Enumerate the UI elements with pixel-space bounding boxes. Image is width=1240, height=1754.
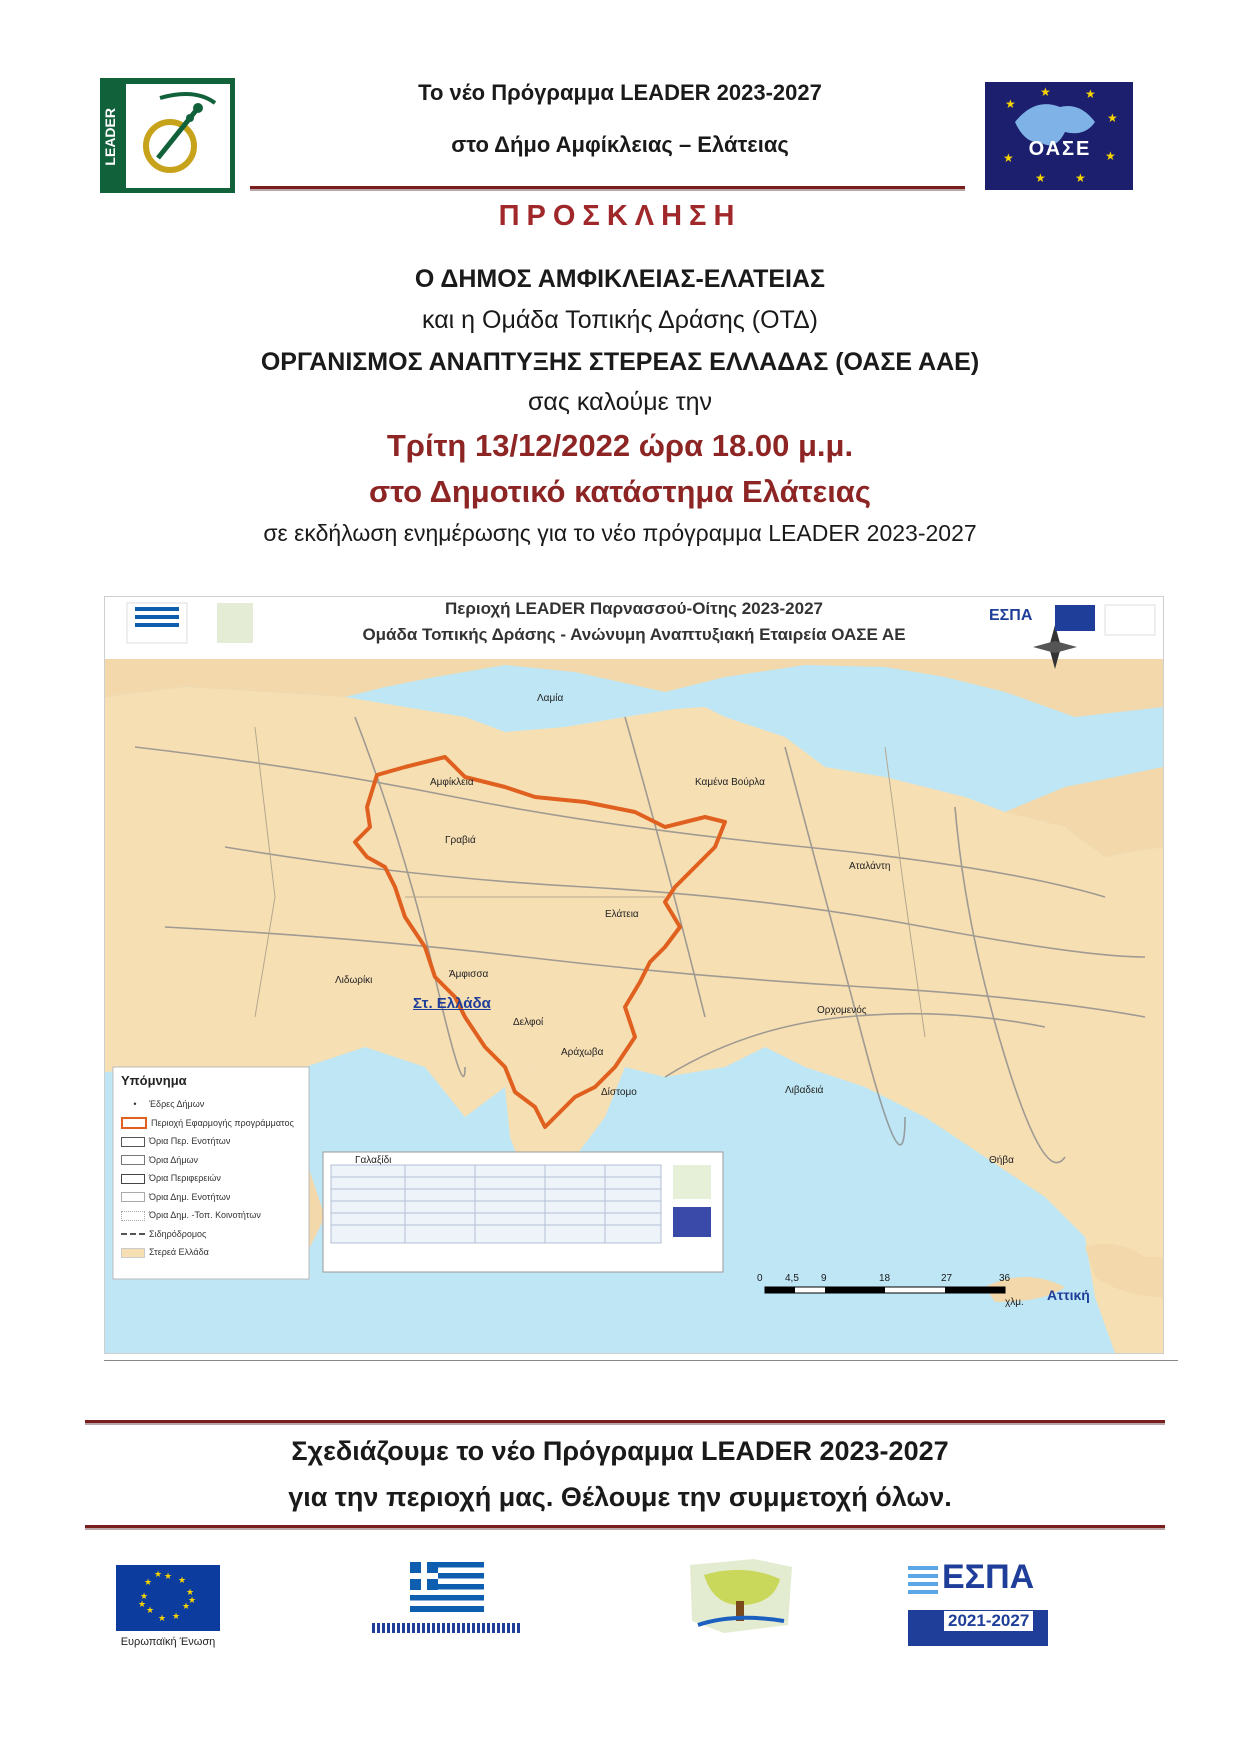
svg-text:★: ★ (154, 1569, 163, 1579)
event-venue: στο Δημοτικό κατάστημα Ελάτειας (369, 474, 871, 509)
svg-text:★: ★ (1105, 149, 1116, 163)
legend-item-central-greece: Στερεά Ελλάδα (121, 1243, 305, 1262)
legend-item-municipal-units: Όρια Δημ. Ενοτήτων (121, 1188, 305, 1207)
svg-text:★: ★ (1075, 171, 1086, 185)
legend-item-program-area: Περιοχή Εφαρμογής προγράμματος (121, 1114, 305, 1133)
map-region-label: Στ. Ελλάδα (413, 995, 491, 1012)
svg-text:★: ★ (144, 1577, 153, 1587)
scale-tick: 27 (941, 1273, 953, 1284)
map-place: Θήβα (989, 1155, 1014, 1166)
ministry-caption (372, 1623, 522, 1633)
map-place: Λαμία (537, 693, 564, 704)
espa-years: 2021-2027 (944, 1611, 1033, 1631)
slogan-bottom-divider (85, 1525, 1165, 1530)
invitation-line-organisation: ΟΡΓΑΝΙΣΜΟΣ ΑΝΑΠΤΥΞΗΣ ΣΤΕΡΕΑΣ ΕΛΛΑΔΑΣ (ΟΑΣΕ ΑΑΕ) (260, 348, 980, 376)
svg-text:★: ★ (172, 1611, 181, 1621)
map-place: Αμφίκλεια (430, 777, 474, 788)
map-place: Αταλάντη (849, 861, 891, 872)
scale-tick: 0 (757, 1273, 763, 1284)
invitation-line-municipality: Ο ΔΗΜΟΣ ΑΜΦΙΚΛΕΙΑΣ-ΕΛΑΤΕΙΑΣ (414, 265, 826, 293)
svg-text:★: ★ (182, 1601, 191, 1611)
legend-item-railway: Σιδηρόδρομος (121, 1225, 305, 1244)
eu-logo (116, 1565, 220, 1648)
svg-text:★: ★ (188, 1595, 197, 1605)
espa-logo (908, 1556, 1048, 1646)
rural-development-logo (684, 1555, 798, 1645)
header-title: Το νέο Πρόγραμμα LEADER 2023-2027 (418, 80, 822, 105)
event-purpose: σε εκδήλωση ενημέρωσης για το νέο πρόγραμμα LEADER 2023-2027 (263, 520, 977, 546)
leader-area-map (104, 596, 1164, 1354)
map-subtitle: Ομάδα Τοπικής Δράσης - Ανώνυμη Αναπτυξιακή Εταιρεία ΟΑΣΕ ΑΕ (362, 625, 906, 644)
scale-tick: 18 (879, 1273, 891, 1284)
map-divider (104, 1360, 1178, 1361)
map-place: Ορχομενός (817, 1005, 867, 1016)
map-place: Ελάτεια (605, 909, 639, 920)
greek-flag-logo (410, 1562, 484, 1636)
map-place: Δελφοί (513, 1017, 544, 1028)
map-place: Δίστομο (601, 1087, 637, 1098)
map-attica-label: Αττική (1047, 1287, 1090, 1303)
map-place: Καμένα Βούρλα (695, 777, 765, 788)
svg-text:★: ★ (186, 1587, 195, 1597)
legend-item-regions: Όρια Περιφερειών (121, 1169, 305, 1188)
svg-text:★: ★ (178, 1575, 187, 1585)
leader-logo-text: LEADER (102, 108, 118, 166)
invitation-line-invite: σας καλούμε την (528, 388, 712, 416)
scale-unit: χλμ. (1005, 1297, 1024, 1308)
svg-text:★: ★ (1107, 111, 1118, 125)
svg-text:★: ★ (1040, 85, 1051, 99)
header-divider (250, 186, 965, 191)
scale-tick: 36 (999, 1273, 1011, 1284)
event-date-time: Τρίτη 13/12/2022 ώρα 18.00 μ.μ. (386, 428, 854, 463)
map-place: Γραβιά (445, 835, 476, 846)
espa-title: ΕΣΠΑ (942, 1558, 1035, 1596)
map-espa-badge: ΕΣΠΑ (989, 607, 1033, 624)
slogan-line-1: Σχεδιάζουμε το νέο Πρόγραμμα LEADER 2023-2027 (291, 1436, 949, 1466)
scale-tick: 9 (821, 1273, 827, 1284)
oase-logo-text: ΟΑΣΕ (1028, 138, 1092, 160)
header-subtitle: στο Δήμο Αμφίκλειας – Ελάτειας (451, 132, 789, 157)
svg-text:★: ★ (164, 1571, 173, 1581)
svg-text:★: ★ (1003, 151, 1014, 165)
map-place: Άμφισσα (449, 969, 489, 980)
map-legend-title: Υπόμνημα (121, 1073, 187, 1088)
svg-text:★: ★ (140, 1591, 149, 1601)
slogan-top-divider (85, 1420, 1165, 1425)
eu-label: Ευρωπαϊκή Ένωση (120, 1636, 216, 1648)
svg-text:★: ★ (146, 1605, 155, 1615)
map-place: Γαλαξίδι (355, 1155, 392, 1166)
svg-text:★: ★ (1005, 97, 1016, 111)
legend-item-seats: • Έδρες Δήμων (133, 1099, 205, 1109)
svg-text:★: ★ (138, 1599, 147, 1609)
map-place: Αράχωβα (561, 1047, 604, 1058)
legend-item-municipalities: Όρια Δήμων (121, 1151, 305, 1170)
oase-logo (985, 82, 1133, 190)
svg-text:★: ★ (158, 1613, 167, 1623)
map-title: Περιοχή LEADER Παρνασσού-Οίτης 2023-2027 (445, 599, 823, 618)
slogan-line-2: για την περιοχή μας. Θέλουμε την συμμετοχή όλων. (288, 1482, 952, 1512)
scale-tick: 4,5 (785, 1273, 799, 1284)
svg-text:★: ★ (1085, 87, 1096, 101)
legend-item-regional-units: Όρια Περ. Ενοτήτων (121, 1132, 305, 1151)
map-place: Λιβαδειά (785, 1085, 824, 1096)
invitation-title: ΠΡΟΣΚΛΗΣΗ (498, 200, 742, 232)
legend-item-communities: Όρια Δημ. -Τοπ. Κοινοτήτων (121, 1206, 305, 1225)
invitation-line-lag: και η Ομάδα Τοπικής Δράσης (ΟΤΔ) (422, 306, 818, 334)
map-legend (121, 1095, 305, 1262)
leader-logo (100, 78, 235, 193)
map-place: Λιδωρίκι (335, 975, 373, 986)
svg-text:★: ★ (1035, 171, 1046, 185)
